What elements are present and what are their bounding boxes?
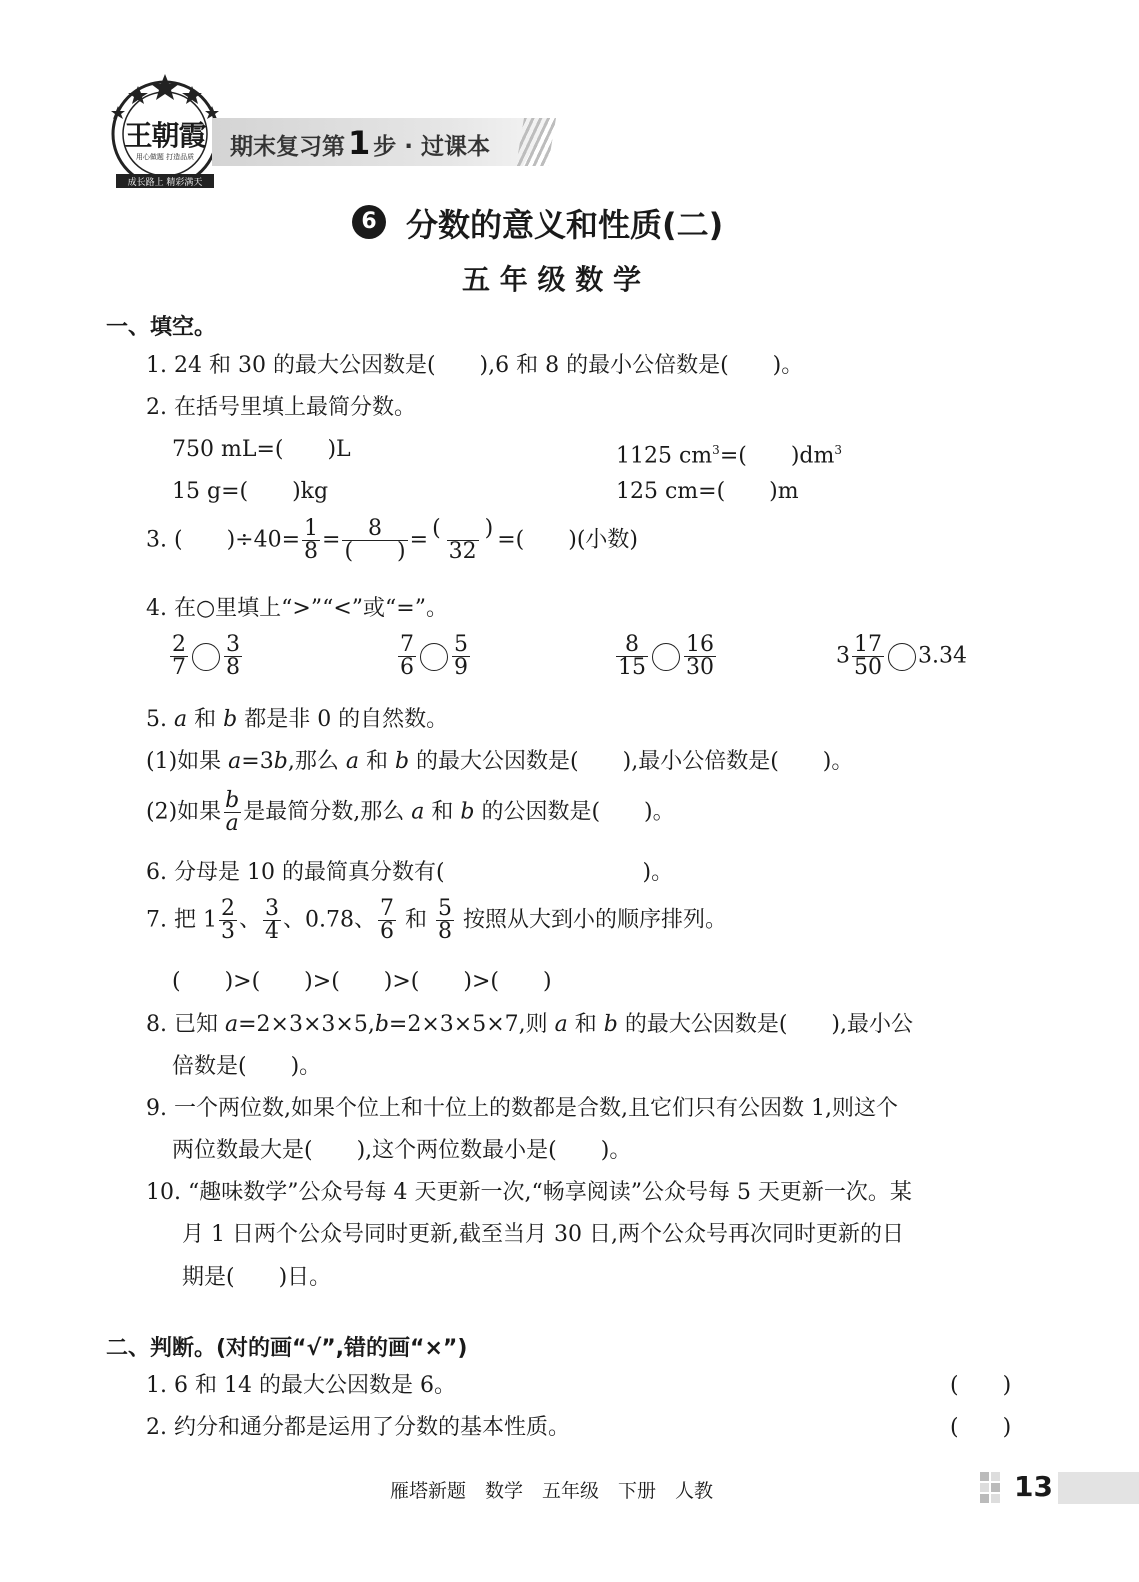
question-9-cont: 两位数最大是( ),这个两位数最小是( )。 — [172, 1138, 632, 1163]
q5-2-pre: (2)如果 — [146, 799, 222, 825]
var-b: b — [603, 1012, 618, 1037]
var-b: b — [394, 749, 410, 774]
question-2d: 125 cm=( )m — [616, 479, 799, 504]
q4c-n1: 8 — [625, 632, 639, 657]
page-subtitle: 五 年 级 数 学 — [462, 263, 641, 296]
var-a: a — [411, 799, 425, 825]
q3-post: =( )(小数) — [497, 527, 639, 553]
q5-mid: 和 — [187, 707, 224, 732]
var-a: a — [345, 749, 359, 774]
q3-f1-den: 8 — [304, 539, 319, 564]
q7-pre: 7. 把 1 — [146, 907, 217, 933]
question-2c: 15 g=( )kg — [172, 479, 329, 504]
question-7 — [146, 898, 727, 943]
question-5-2 — [146, 790, 675, 835]
q3-f2-num: 8 — [368, 516, 383, 541]
logo-seal — [108, 72, 222, 192]
q5-2-num: b — [225, 788, 240, 813]
footer-bar — [1058, 1472, 1139, 1504]
q3-eq2: = — [409, 527, 429, 553]
q8-pre: 8. 已知 — [146, 1012, 225, 1037]
var-b: b — [223, 707, 238, 732]
q4a-d1: 7 — [172, 655, 186, 680]
q3-f1-num: 1 — [304, 516, 319, 541]
q4b-n1: 7 — [400, 632, 414, 657]
section-heading-true-false: 二、判断。(对的画“√”,错的画“×”) — [106, 1336, 468, 1361]
question-2a: 750 mL=( )L — [172, 437, 351, 462]
compare-circle[interactable] — [888, 643, 916, 671]
q4c-left — [616, 634, 648, 679]
question-10-cont2: 期是( )日。 — [182, 1265, 332, 1290]
var-a: a — [554, 1012, 568, 1037]
q3-eq1: = — [322, 527, 341, 553]
q7-f2-den: 4 — [265, 919, 279, 944]
question-9: 9. 一个两位数,如果个位上和十位上的数都是合数,且它们只有公因数 1,则这个 — [146, 1096, 898, 1121]
chapter-badge — [352, 205, 386, 239]
q4a-left — [170, 634, 188, 679]
q5-post: 都是非 0 的自然数。 — [237, 707, 449, 732]
banner-title — [230, 124, 490, 162]
tf-question-1: 1. 6 和 14 的最大公因数是 6。 — [146, 1373, 456, 1398]
q8-and: 和 — [567, 1012, 604, 1037]
q5-1-post: 的最大公因数是( ),最小公倍数是( )。 — [409, 749, 854, 774]
q2b-right: =( )dm — [719, 443, 835, 469]
q7-s2: 、0.78、 — [283, 907, 376, 933]
q5-2-fraction — [223, 790, 241, 835]
q7-f1-den: 3 — [220, 919, 235, 944]
q5-2-and: 和 — [424, 799, 461, 825]
q4c-d2: 30 — [686, 655, 714, 680]
q4a-right — [224, 634, 242, 679]
q3-f3-den: 32 — [448, 539, 477, 564]
footer-pattern — [980, 1472, 1010, 1504]
q4c-right — [684, 634, 716, 679]
q5-2-post: 的公因数是( )。 — [474, 799, 675, 825]
q7-s3: 和 — [398, 907, 434, 933]
q2b-sup1: 3 — [712, 443, 720, 457]
banner-pre: 期末复习第 — [230, 134, 345, 160]
question-6: 6. 分母是 10 的最简真分数有( )。 — [146, 860, 674, 885]
var-b: b — [460, 799, 475, 825]
q4c-d1: 15 — [618, 655, 646, 680]
q5-1-and: 和 — [358, 749, 395, 774]
q5-2-den: a — [225, 811, 239, 836]
q8-m2: =2×3×5×7,则 — [388, 1012, 555, 1037]
tf-answer-paren-2[interactable]: ( ) — [950, 1415, 1012, 1440]
q4b-n2: 5 — [454, 632, 468, 657]
q7-fraction-1 — [219, 898, 237, 943]
q7-fraction-4 — [436, 898, 454, 943]
logo-small-text: 用心做题 打造品质 — [135, 153, 195, 161]
page-title: 分数的意义和性质(二) — [406, 206, 724, 244]
q7-fraction-3 — [378, 898, 396, 943]
q7-fraction-2 — [263, 898, 281, 943]
q3-fraction-2 — [342, 518, 407, 563]
q2b-left: 1125 cm — [616, 443, 713, 469]
q4b-d2: 9 — [454, 655, 468, 680]
var-b: b — [374, 1012, 389, 1037]
compare-circle[interactable] — [420, 643, 448, 671]
q5-1-eq: =3 — [241, 749, 274, 774]
question-5-1 — [146, 747, 853, 777]
logo-text: 王朝霞 — [124, 119, 206, 152]
question-4b — [396, 634, 472, 679]
q4c-n2: 16 — [686, 632, 714, 657]
q4d-whole: 3 — [836, 643, 850, 669]
q5-2-mid: 是最简分数,那么 — [243, 799, 412, 825]
q7-f1-num: 2 — [220, 896, 235, 921]
q7-f2-num: 3 — [265, 896, 279, 921]
q4d-d: 50 — [854, 655, 882, 680]
q4b-d1: 6 — [400, 655, 414, 680]
q2b-sup2: 3 — [834, 443, 842, 457]
question-5 — [146, 705, 448, 735]
q4a-n1: 2 — [172, 632, 186, 657]
question-3 — [146, 518, 638, 563]
tf-question-2: 2. 约分和通分都是运用了分数的基本性质。 — [146, 1415, 570, 1440]
question-10-cont1: 月 1 日两个公众号同时更新,截至当月 30 日,两个公众号再次同时更新的日 — [182, 1222, 904, 1247]
q4a-n2: 3 — [226, 632, 240, 657]
q7-f3-den: 6 — [380, 919, 394, 944]
q4b-left — [398, 634, 416, 679]
logo-slogan: 成长路上 精彩满天 — [127, 178, 203, 188]
q4d-fraction — [852, 634, 884, 679]
var-b: b — [273, 749, 288, 774]
q7-post: 按照从大到小的顺序排列。 — [456, 907, 727, 933]
q4d-right: 3.34 — [918, 643, 967, 669]
compare-circle[interactable] — [192, 643, 220, 671]
section-heading-fill-blank: 一、填空。 — [106, 315, 217, 340]
question-4c — [614, 634, 718, 679]
q8-m1: =2×3×3×5, — [238, 1012, 375, 1037]
question-2b — [616, 435, 842, 471]
q4a-d2: 8 — [226, 655, 240, 680]
question-7-blanks: ( )>( )>( )>( )>( ) — [172, 969, 552, 994]
q7-s1: 、 — [238, 907, 261, 933]
q7-f3-num: 7 — [380, 896, 394, 921]
var-a: a — [224, 1012, 239, 1037]
q5-pre: 5. — [146, 707, 174, 732]
tf-answer-paren-1[interactable]: ( ) — [950, 1373, 1012, 1398]
q3-f3-num: ( ) — [432, 516, 494, 541]
q4d-n: 17 — [854, 632, 882, 657]
question-10: 10. “趣味数学”公众号每 4 天更新一次,“畅享阅读”公众号每 5 天更新一次。某 — [146, 1180, 912, 1205]
question-4: 4. 在○里填上“>”“<”或“=”。 — [146, 596, 448, 621]
banner-step-number: 1 — [348, 124, 371, 162]
footer-text: 雁塔新题 数学 五年级 下册 人教 — [390, 1480, 714, 1502]
q3-pre: 3. ( )÷40= — [146, 527, 301, 553]
q8-post: 的最大公因数是( ),最小公 — [617, 1012, 914, 1037]
q7-f4-num: 5 — [438, 896, 452, 921]
question-8-cont: 倍数是( )。 — [172, 1054, 322, 1079]
question-4a — [168, 634, 244, 679]
q3-fraction-1 — [302, 518, 320, 563]
q5-1-pre: (1)如果 — [146, 749, 229, 774]
var-a: a — [228, 749, 242, 774]
chapter-number: 6 — [361, 209, 377, 234]
page-number: 13 — [1014, 1470, 1053, 1503]
compare-circle[interactable] — [652, 643, 680, 671]
question-4d — [836, 634, 967, 679]
q7-f4-den: 8 — [438, 919, 452, 944]
banner-post: 步 · 过课本 — [373, 134, 491, 160]
var-a: a — [173, 707, 188, 732]
q3-f2-den: ( ) — [344, 539, 406, 564]
q4b-right — [452, 634, 470, 679]
question-8 — [146, 1010, 913, 1040]
q5-1-mid: ,那么 — [287, 749, 346, 774]
question-1: 1. 24 和 30 的最大公因数是( ),6 和 8 的最小公倍数是( )。 — [146, 353, 804, 378]
question-2: 2. 在括号里填上最简分数。 — [146, 395, 416, 420]
q3-fraction-3 — [430, 518, 495, 563]
